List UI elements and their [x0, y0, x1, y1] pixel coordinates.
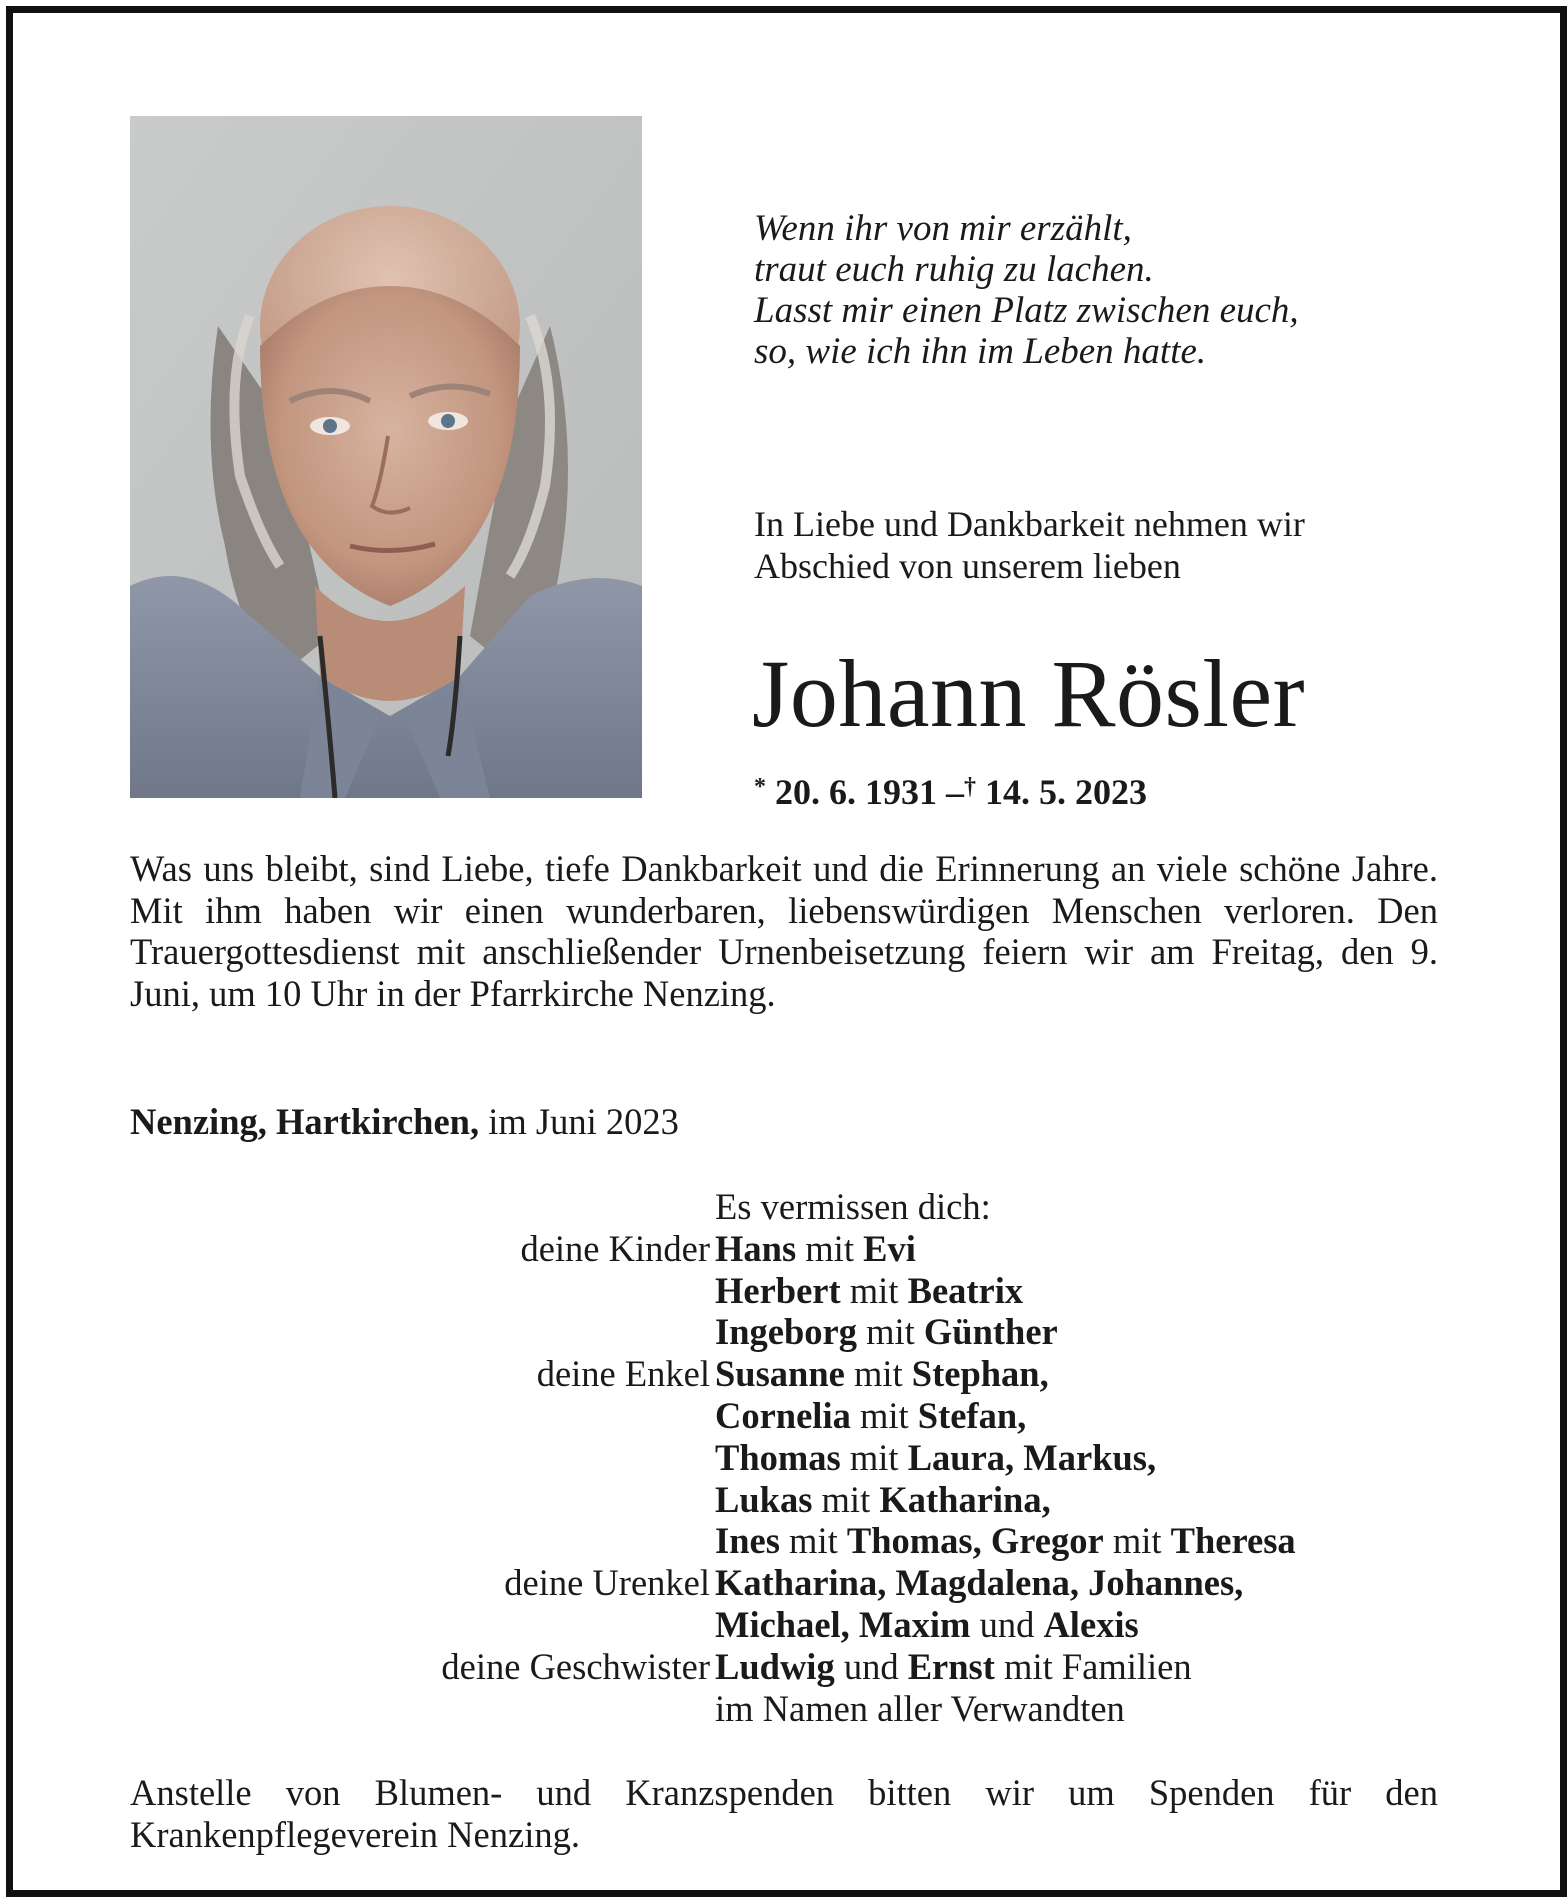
poem — [754, 208, 1474, 372]
birth-date: 20. 6. 1931 — [775, 772, 937, 812]
mourners-heading-row — [300, 1186, 1500, 1228]
mourner-names — [715, 1688, 1125, 1730]
mourner-name: Laura, Markus, — [907, 1436, 1157, 1478]
relation-label — [300, 1604, 715, 1646]
connector-text: im Namen aller Verwandten — [715, 1687, 1125, 1729]
life-dates — [754, 765, 1474, 814]
mourner-row — [300, 1604, 1500, 1646]
relation-label: deine Geschwister — [441, 1645, 710, 1687]
mourner-row — [300, 1562, 1500, 1604]
mourner-name: Ingeborg — [715, 1311, 857, 1353]
mourner-row — [300, 1688, 1500, 1730]
mourner-names — [715, 1270, 1023, 1312]
place-date-line — [130, 1100, 1130, 1144]
relation-label: deine Enkel — [536, 1353, 710, 1395]
connector-text: und — [834, 1645, 908, 1687]
mourner-name: Ines — [715, 1520, 780, 1562]
relation-label: deine Kinder — [520, 1227, 710, 1269]
intro-line: In Liebe und Dankbarkeit nehmen wir — [754, 504, 1305, 544]
mourner-name: Michael, Maxim — [715, 1603, 971, 1645]
mourner-row — [300, 1311, 1500, 1353]
mourner-row — [300, 1270, 1500, 1312]
intro-line: Abschied von unserem lieben — [754, 546, 1181, 586]
mourner-name: Thomas, Gregor — [846, 1520, 1104, 1562]
mourner-names — [715, 1479, 1051, 1521]
deceased-name: Johann Rösler — [752, 640, 1306, 747]
mourner-names — [715, 1311, 1058, 1353]
mourner-row — [300, 1520, 1500, 1562]
connector-text: mit — [840, 1436, 908, 1478]
mourner-name: Hans — [715, 1227, 797, 1269]
mourner-name: Günther — [923, 1311, 1058, 1353]
mourners-list — [300, 1186, 1500, 1729]
mourner-names — [715, 1228, 916, 1270]
mourner-row — [300, 1395, 1500, 1437]
mourner-name: Thomas — [715, 1436, 841, 1478]
death-date: 14. 5. 2023 — [985, 772, 1147, 812]
mourners-heading: Es vermissen dich: — [715, 1186, 991, 1227]
poem-line: traut euch ruhig zu lachen. — [754, 249, 1154, 290]
relation-label — [300, 1479, 715, 1521]
connector-text: mit — [844, 1353, 912, 1395]
mourner-names — [715, 1437, 1156, 1479]
mourner-name: Stephan, — [911, 1353, 1049, 1395]
mourner-names — [715, 1520, 1296, 1562]
body-paragraph: Was uns bleibt, sind Liebe, tiefe Dankbarkeit und die Erinnerung an viele schöne Jahre. Mit ihm haben wir einen wunderbaren, liebenswürdigen Menschen verloren. Den Trauergottesdienst mit anschließender Urnenbeisetzung feiern wir am Freitag, den 9. Juni, um 10 Uhr in der Pfarrkirche Nenzing. — [130, 848, 1438, 1014]
connector-text: mit Familien — [994, 1645, 1192, 1687]
relation-label — [300, 1395, 715, 1437]
intro-text — [754, 503, 1474, 587]
mourner-row — [300, 1228, 1500, 1270]
mourner-name: Stefan, — [917, 1394, 1027, 1436]
connector-text: mit — [796, 1227, 864, 1269]
relation-label — [300, 1437, 715, 1479]
mourner-name: Evi — [863, 1227, 916, 1269]
death-symbol: † — [964, 774, 976, 800]
connector-text: mit — [856, 1311, 924, 1353]
relation-label — [300, 1311, 715, 1353]
places: Nenzing, Hartkirchen, — [130, 1101, 480, 1142]
birth-symbol: * — [754, 774, 766, 800]
mourner-names — [715, 1562, 1243, 1604]
mourner-name: Cornelia — [715, 1394, 851, 1436]
relation-label — [300, 1520, 715, 1562]
connector-text: mit — [840, 1269, 908, 1311]
mourner-name: Susanne — [715, 1353, 845, 1395]
mourner-row — [300, 1479, 1500, 1521]
mourner-names — [715, 1353, 1049, 1395]
mourner-name: Ludwig — [715, 1645, 835, 1687]
connector-text: mit — [779, 1520, 847, 1562]
portrait-image — [130, 116, 642, 798]
relation-label — [300, 1270, 715, 1312]
mourner-name: Katharina, — [879, 1478, 1051, 1520]
date-text: im Juni 2023 — [488, 1101, 679, 1142]
connector-text: und — [970, 1603, 1044, 1645]
mourner-row — [300, 1646, 1500, 1688]
mourner-names — [715, 1646, 1192, 1688]
mourner-name: Ernst — [907, 1645, 995, 1687]
mourner-name: Herbert — [715, 1269, 841, 1311]
mourner-names — [715, 1395, 1026, 1437]
connector-text: mit — [850, 1394, 918, 1436]
poem-line: so, wie ich ihn im Leben hatte. — [754, 331, 1207, 372]
mourner-name: Katharina, Magdalena, Johannes, — [715, 1562, 1244, 1604]
connector-text: mit — [812, 1478, 880, 1520]
poem-line: Wenn ihr von mir erzählt, — [754, 208, 1132, 249]
mourner-name: Beatrix — [907, 1269, 1024, 1311]
relation-label — [300, 1688, 715, 1730]
poem-line: Lasst mir einen Platz zwischen euch, — [754, 290, 1299, 331]
connector-text: mit — [1103, 1520, 1171, 1562]
mourner-row — [300, 1437, 1500, 1479]
closing-paragraph: Anstelle von Blumen- und Kranzspenden bitten wir um Spenden für den Krankenpflegeverein Nenzing. — [130, 1772, 1438, 1855]
mourner-names — [715, 1604, 1139, 1646]
relation-label: deine Urenkel — [504, 1562, 710, 1604]
mourner-row — [300, 1353, 1500, 1395]
mourner-name: Lukas — [715, 1478, 813, 1520]
mourner-name: Theresa — [1170, 1520, 1296, 1562]
portrait-photo — [130, 116, 642, 798]
date-separator: – — [946, 772, 964, 812]
mourner-name: Alexis — [1043, 1603, 1139, 1645]
